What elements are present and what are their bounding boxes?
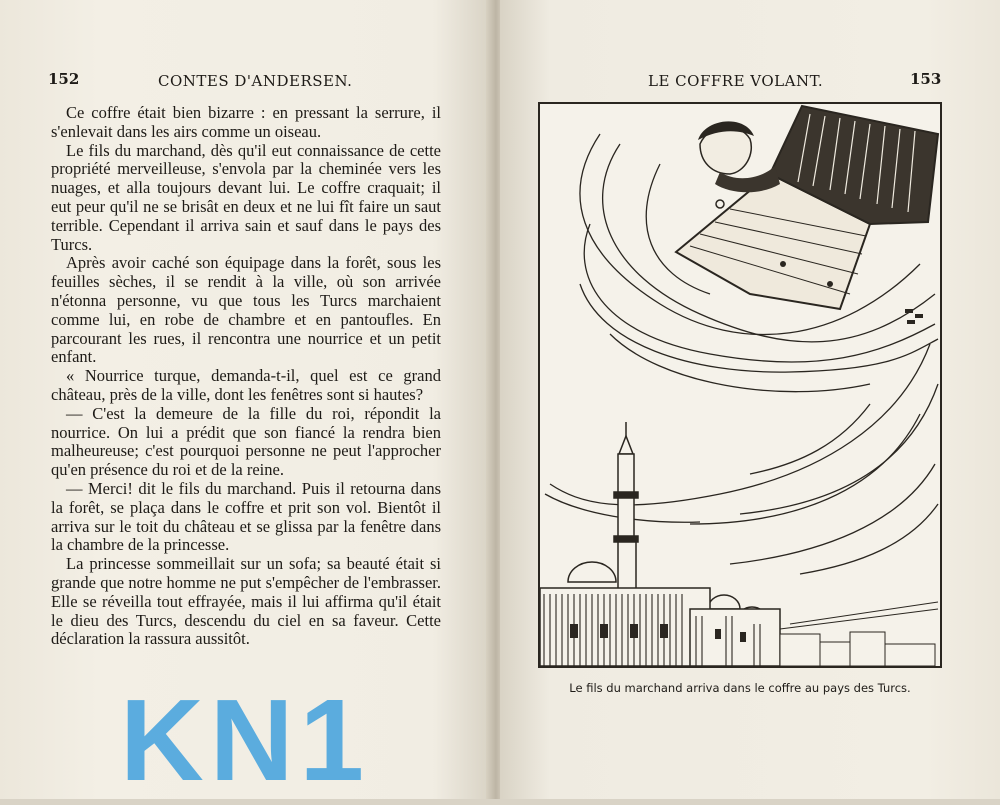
distant-city [780, 602, 938, 666]
library-stamp: KN1 [120, 675, 371, 805]
artist-monogram [905, 309, 923, 324]
paragraph: Après avoir caché son équipage dans la forêt, sous les feuilles sèches, il se rendit à la ville, où son arrivée n'étonna personne, vu que tous les Turcs marchaient comme lui, en robe de chambre et en pantoufles. En parcourant les rues, il rencontra une nourrice et un petit enfant. [51, 253, 441, 367]
page-number-left: 152 [48, 70, 80, 88]
running-head-left: CONTES D'ANDERSEN. [158, 72, 353, 90]
illustration-caption: Le fils du marchand arriva dans le coffre au pays des Turcs. [569, 681, 911, 695]
paragraph: Le fils du marchand, dès qu'il eut connaissance de cette propriété merveilleuse, s'envola par la cheminée vers les nuages, et alla toujours devant lui. Le coffre craquait; il eut peur qu'il ne se brisât en deux et ne lui fît faire un saut terrible. Cependant il arriva sain et sauf dans le pays des Turcs. [51, 140, 441, 254]
merchant-son-figure [698, 121, 780, 192]
paragraph: La princesse sommeillait sur un sofa; sa beauté était si grande que notre homme ne put s'empêcher de l'embrasser. Elle se réveilla tout effrayée, mais il lui affirma qu'il était le dieu des Turcs, descendu du ciel en sa faveur. Cette déclaration la rassura aussitôt. [51, 554, 441, 649]
paragraph: — C'est la demeure de la fille du roi, répondit la nourrice. On lui a prédit que son fiancé la rendra bien malheureuse; c'est pourquoi personne ne peut l'approcher qu'en présence du roi et de la reine. [51, 403, 441, 480]
flying-trunk-illustration [538, 102, 942, 668]
body-text [51, 104, 441, 649]
paragraph: « Nourrice turque, demanda-t-il, quel est ce grand château, près de la ville, dont les fenêtres sont si hautes? [51, 366, 441, 404]
city-walls [540, 588, 780, 666]
page-number-right: 153 [910, 70, 942, 88]
illustration-svg [540, 104, 940, 666]
paragraph: Ce coffre était bien bizarre : en pressant la serrure, il s'enlevait dans les airs comme un oiseau. [51, 103, 441, 141]
paragraph: — Merci! dit le fils du marchand. Puis il retourna dans la forêt, se plaça dans le coffre et prit son vol. Bientôt il arriva sur le toit du château et se glissa par la fenêtre dans la chambre de la princesse. [51, 478, 441, 555]
left-page [0, 0, 492, 805]
minaret [614, 422, 638, 592]
running-head-right: LE COFFRE VOLANT. [648, 72, 824, 90]
